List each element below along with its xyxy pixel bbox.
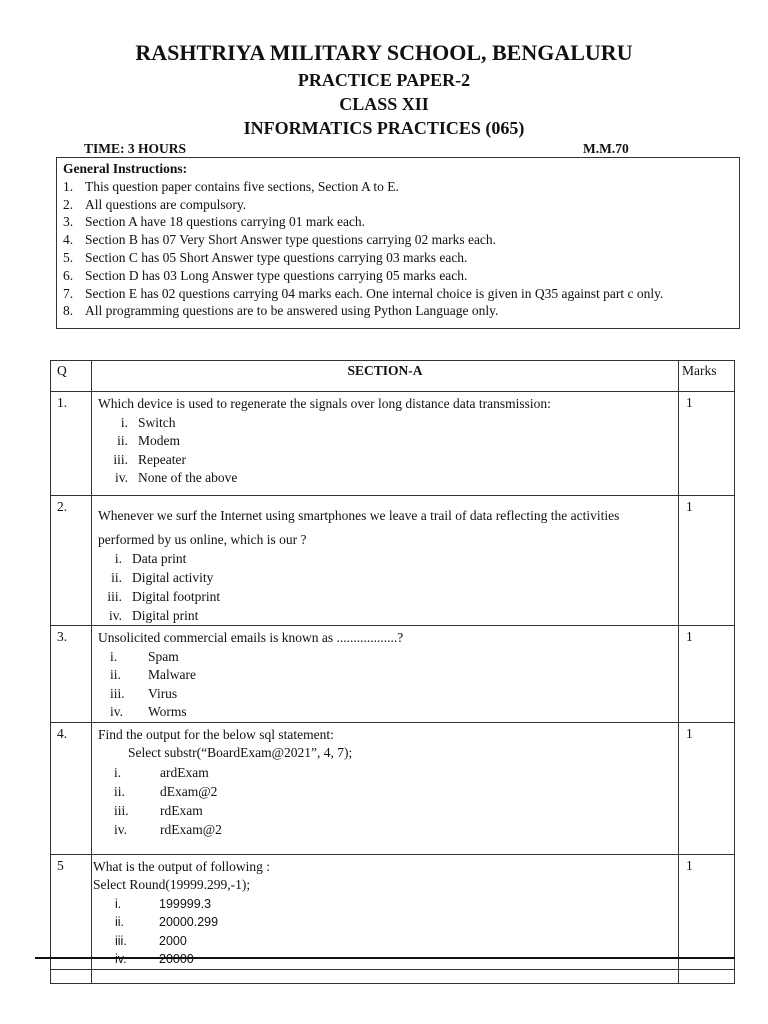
- question-number: 4.: [51, 722, 92, 854]
- instruction-number: 8.: [63, 303, 74, 319]
- question-text: Unsolicited commercial emails is known as ..................?: [98, 630, 404, 645]
- option-item: [98, 666, 674, 685]
- instructions-title: General Instructions:: [63, 161, 188, 176]
- options-list: [98, 549, 674, 625]
- option-numeral: i.: [120, 414, 128, 430]
- column-header-q: Q: [51, 361, 92, 392]
- option-item: [98, 469, 674, 488]
- subject-title: INFORMATICS PRACTICES (065): [243, 118, 525, 138]
- question-marks: 1: [679, 722, 735, 854]
- option-item: [98, 782, 674, 801]
- option-numeral: iv.: [115, 952, 127, 966]
- question-body: [92, 496, 679, 626]
- instruction-item: [63, 267, 739, 285]
- question-row-2: [51, 496, 735, 626]
- question-text: Find the output for the below sql statement:: [98, 726, 334, 742]
- class-label: CLASS XII: [339, 94, 429, 114]
- question-text: What is the output of following :: [93, 858, 270, 874]
- question-body: [92, 722, 679, 854]
- option-item: [98, 587, 674, 606]
- school-name: RASHTRIYA MILITARY SCHOOL, BENGALURU: [135, 40, 633, 65]
- instruction-number: 5.: [63, 249, 74, 265]
- options-list: [98, 648, 674, 722]
- option-item: [98, 568, 674, 587]
- instruction-item: [63, 178, 739, 196]
- option-item: [98, 549, 674, 568]
- option-text: Digital activity: [132, 570, 214, 585]
- question-body: [92, 854, 679, 969]
- option-text: Repeater: [138, 451, 186, 467]
- instruction-text: Section D has 03 Long Answer type questions carrying 05 marks each.: [85, 267, 468, 283]
- options-list: [98, 414, 674, 488]
- option-text: None of the above: [138, 470, 238, 485]
- questions-table: [50, 360, 735, 984]
- instruction-item: [63, 285, 739, 303]
- option-numeral: ii.: [115, 915, 125, 929]
- instruction-item: [63, 231, 739, 249]
- option-text: Worms: [148, 704, 187, 719]
- instruction-number: 1.: [63, 178, 74, 194]
- instruction-number: 2.: [63, 196, 74, 212]
- question-number: 2.: [51, 496, 92, 626]
- option-text: ardExam: [160, 764, 209, 780]
- option-item: [98, 414, 674, 433]
- option-text: Malware: [148, 667, 196, 682]
- instruction-number: 7.: [63, 285, 74, 301]
- instruction-text: This question paper contains five sections, Section A to E.: [85, 178, 399, 194]
- question-number: 1.: [51, 392, 92, 496]
- option-numeral: iv.: [110, 704, 123, 719]
- option-text: Data print: [132, 551, 187, 566]
- option-numeral: ii.: [114, 783, 125, 799]
- max-marks-label: M.M.70: [583, 141, 629, 156]
- option-text: Spam: [148, 648, 179, 664]
- question-marks: 1: [679, 626, 735, 723]
- option-item: [93, 895, 674, 914]
- option-numeral: iv.: [109, 608, 122, 623]
- instruction-text: All programming questions are to be answered using Python Language only.: [85, 303, 499, 319]
- instruction-text: Section C has 05 Short Answer type questions carrying 03 marks each.: [85, 249, 468, 265]
- option-item: [93, 913, 674, 932]
- question-number: 5: [51, 854, 92, 969]
- paper-title: PRACTICE PAPER-2: [297, 70, 471, 90]
- instruction-number: 4.: [63, 232, 74, 248]
- instruction-item: [63, 213, 739, 231]
- table-row-empty: [51, 969, 735, 983]
- option-text: rdExam@2: [160, 821, 222, 837]
- option-text: 20000.299: [159, 915, 219, 929]
- instruction-text: Section E has 02 questions carrying 04 marks each. One internal choice is given in Q35 against part c only.: [85, 285, 664, 301]
- question-marks: 1: [679, 854, 735, 969]
- column-header-marks: Marks: [679, 361, 735, 392]
- option-numeral: iii.: [113, 451, 128, 467]
- option-item: [98, 648, 674, 667]
- page-divider-line: [35, 957, 735, 959]
- instruction-item: [63, 302, 739, 320]
- option-numeral: iii.: [107, 589, 122, 604]
- option-text: 2000: [159, 933, 187, 948]
- option-numeral: i.: [115, 896, 122, 911]
- option-text: rdExam: [160, 802, 203, 818]
- option-item: [98, 451, 674, 470]
- question-body: [92, 392, 679, 496]
- section-title: SECTION-A: [92, 361, 679, 392]
- question-row-4: [51, 722, 735, 854]
- instruction-number: 3.: [63, 214, 74, 230]
- instruction-text: All questions are compulsory.: [85, 196, 247, 212]
- option-text: 20000: [159, 952, 194, 966]
- question-text: Which device is used to regenerate the signals over long distance data transmission:: [98, 396, 551, 411]
- instruction-text: Section B has 07 Very Short Answer type questions carrying 02 marks each.: [85, 232, 497, 248]
- question-row-3: [51, 626, 735, 723]
- option-numeral: i.: [110, 648, 118, 664]
- option-numeral: i.: [114, 764, 122, 780]
- option-item: [98, 432, 674, 451]
- empty-cell: [92, 969, 679, 983]
- empty-cell: [51, 969, 92, 983]
- option-numeral: ii.: [110, 667, 121, 682]
- option-item: [98, 763, 674, 782]
- option-text: 199999.3: [159, 896, 212, 911]
- sql-statement: Select Round(19999.299,-1);: [93, 877, 251, 892]
- option-text: dExam@2: [160, 783, 218, 799]
- sql-statement: Select substr(“BoardExam@2021”, 4, 7);: [128, 745, 353, 760]
- option-numeral: i.: [114, 551, 122, 566]
- option-numeral: iv.: [114, 821, 127, 837]
- general-instructions-box: [56, 157, 740, 329]
- instructions-list: [63, 178, 739, 320]
- option-numeral: iii.: [110, 685, 125, 701]
- option-item: [98, 606, 674, 625]
- option-item: [98, 703, 674, 722]
- option-item: [93, 950, 674, 969]
- option-item: [98, 801, 674, 820]
- option-numeral: ii.: [111, 570, 122, 585]
- options-list: [98, 763, 674, 839]
- instruction-text: Section A have 18 questions carrying 01 mark each.: [85, 214, 366, 230]
- empty-cell: [679, 969, 735, 983]
- time-label: TIME: 3 HOURS: [84, 141, 187, 156]
- instruction-item: [63, 196, 739, 214]
- option-numeral: iv.: [115, 470, 128, 485]
- question-number: 3.: [51, 626, 92, 723]
- option-item: [98, 820, 674, 839]
- instruction-item: [63, 249, 739, 267]
- table-header-row: [51, 361, 735, 392]
- option-text: Digital footprint: [132, 589, 221, 604]
- option-text: Digital print: [132, 608, 199, 623]
- option-text: Switch: [138, 414, 176, 430]
- question-text: Whenever we surf the Internet using smartphones we leave a trail of data reflecting the activities performed by us online, which is our ?: [98, 508, 620, 547]
- option-text: Modem: [138, 433, 180, 448]
- instruction-number: 6.: [63, 267, 74, 283]
- option-numeral: iii.: [115, 933, 127, 948]
- question-marks: 1: [679, 496, 735, 626]
- question-row-5: [51, 854, 735, 969]
- question-marks: 1: [679, 392, 735, 496]
- option-item: [93, 932, 674, 951]
- option-text: Virus: [148, 685, 178, 701]
- option-item: [98, 685, 674, 704]
- option-numeral: ii.: [117, 433, 128, 448]
- question-row-1: [51, 392, 735, 496]
- option-numeral: iii.: [114, 802, 129, 818]
- question-body: [92, 626, 679, 723]
